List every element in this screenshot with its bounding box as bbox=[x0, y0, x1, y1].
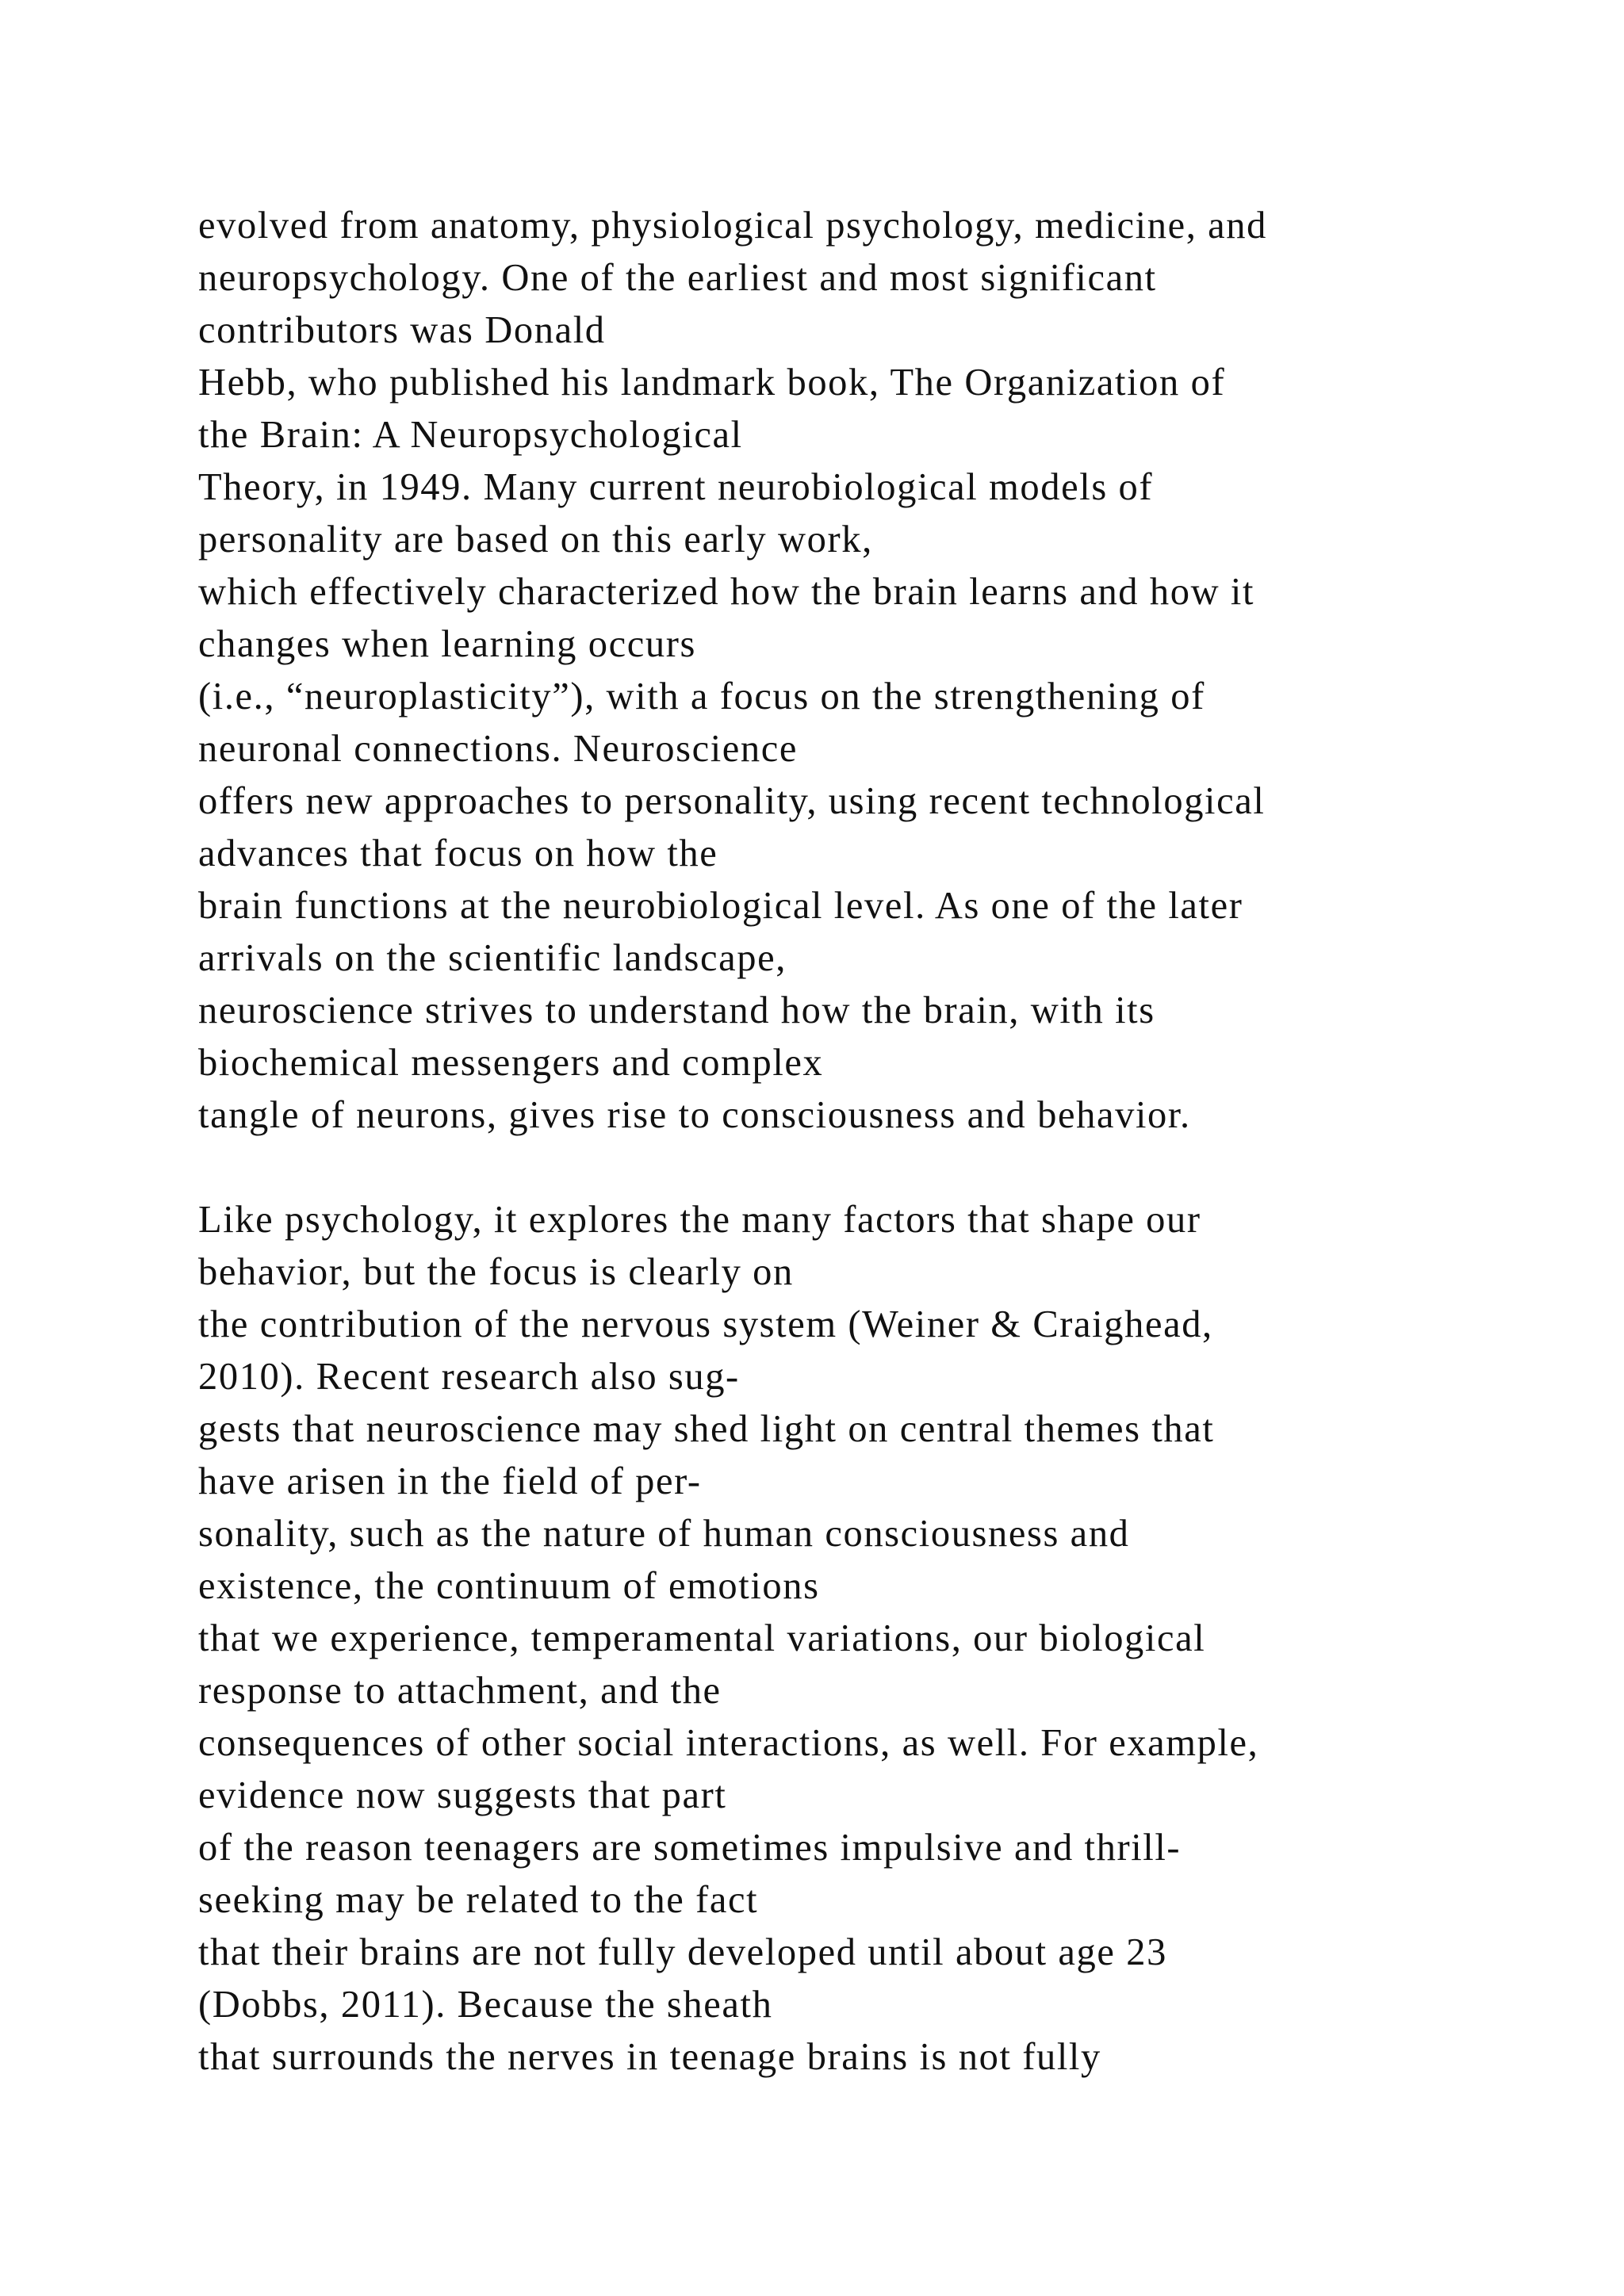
text-line: evidence now suggests that part bbox=[198, 1774, 727, 1816]
text-line: (i.e., “neuroplasticity”), with a focus on the strengthening of bbox=[198, 675, 1205, 718]
text-line: that their brains are not fully developed until about age 23 bbox=[198, 1931, 1167, 1973]
document-page bbox=[198, 200, 1467, 2084]
text-line: 2010). Recent research also sug- bbox=[198, 1356, 740, 1398]
text-line: the contribution of the nervous system (Weiner & Craighead, bbox=[198, 1303, 1213, 1345]
text-line: (Dobbs, 2011). Because the sheath bbox=[198, 1984, 773, 2026]
text-line: neuroscience strives to understand how the brain, with its bbox=[198, 989, 1155, 1031]
text-line: that we experience, temperamental variations, our biological bbox=[198, 1617, 1206, 1659]
text-line: neuropsychology. One of the earliest and most significant bbox=[198, 257, 1157, 299]
text-line: personality are based on this early work, bbox=[198, 519, 873, 561]
text-line: advances that focus on how the bbox=[198, 832, 718, 874]
text-line: neuronal connections. Neuroscience bbox=[198, 728, 799, 770]
text-line: that surrounds the nerves in teenage brains is not fully bbox=[198, 2036, 1101, 2078]
text-line: which effectively characterized how the brain learns and how it bbox=[198, 571, 1255, 613]
text-line: tangle of neurons, gives rise to consciousness and behavior. bbox=[198, 1094, 1191, 1136]
text-line: biochemical messengers and complex bbox=[198, 1042, 824, 1084]
text-line: consequences of other social interactions, as well. For example, bbox=[198, 1722, 1259, 1764]
text-line: the Brain: A Neuropsychological bbox=[198, 414, 743, 456]
text-line: have arisen in the field of per- bbox=[198, 1460, 702, 1502]
text-line: behavior, but the focus is clearly on bbox=[198, 1251, 794, 1293]
text-line: brain functions at the neurobiological level. As one of the later bbox=[198, 885, 1243, 927]
text-line: Hebb, who published his landmark book, The Organization of bbox=[198, 362, 1226, 404]
text-line: existence, the continuum of emotions bbox=[198, 1565, 820, 1607]
paragraph-break bbox=[198, 1142, 1467, 1194]
text-line: response to attachment, and the bbox=[198, 1670, 722, 1712]
text-line: evolved from anatomy, physiological psychology, medicine, and bbox=[198, 205, 1267, 247]
text-line: of the reason teenagers are sometimes impulsive and thrill- bbox=[198, 1827, 1182, 1869]
text-line: arrivals on the scientific landscape, bbox=[198, 937, 787, 979]
text-line: offers new approaches to personality, using recent technological bbox=[198, 780, 1266, 822]
text-line: Like psychology, it explores the many factors that shape our bbox=[198, 1199, 1201, 1241]
text-line: Theory, in 1949. Many current neurobiological models of bbox=[198, 466, 1154, 508]
text-line: sonality, such as the nature of human consciousness and bbox=[198, 1513, 1130, 1555]
text-line: contributors was Donald bbox=[198, 309, 606, 351]
text-line: seeking may be related to the fact bbox=[198, 1879, 759, 1921]
text-line: gests that neuroscience may shed light on central themes that bbox=[198, 1408, 1215, 1450]
text-line: changes when learning occurs bbox=[198, 623, 696, 665]
